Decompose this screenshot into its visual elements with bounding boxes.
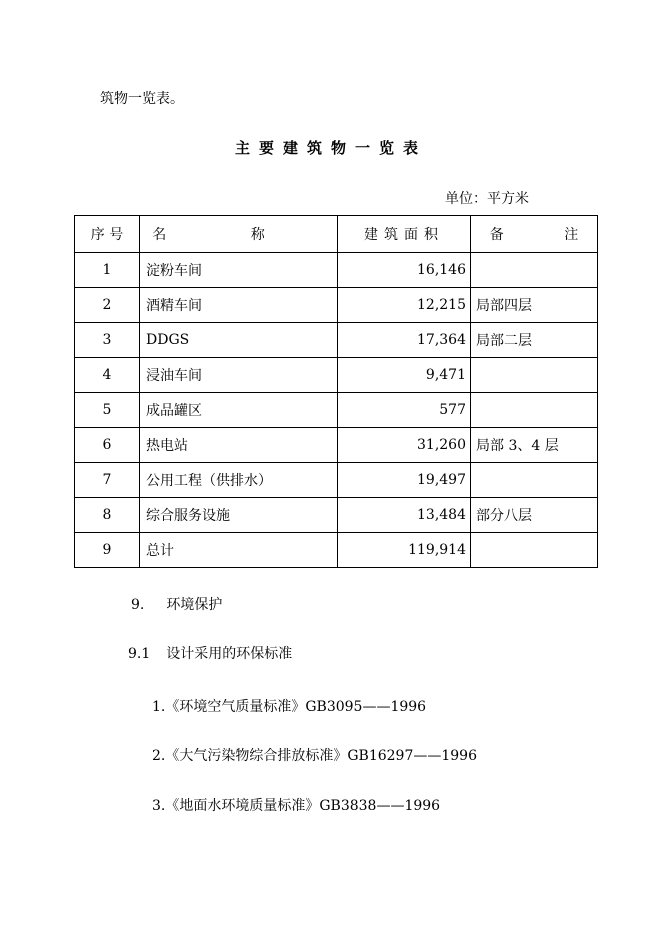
row-name: 淀粉车间 [140,253,338,288]
row-note [471,463,598,498]
standard-item: 2.《大气污染物综合排放标准》GB16297——1996 [152,748,477,764]
row-area: 119,914 [338,533,471,568]
table-row [75,498,598,533]
standard-item: 3.《地面水环境质量标准》GB3838——1996 [152,798,441,814]
row-name: 总计 [140,533,338,568]
row-name: 公用工程（供排水） [140,463,338,498]
header-name-text: 名 称 [152,227,305,243]
standard-item: 1.《环境空气质量标准》GB3095——1996 [152,699,427,715]
row-area: 577 [338,393,471,428]
table-row [75,288,598,323]
header-note-text: 备 注 [489,227,607,243]
table-row [75,428,598,463]
section-9-heading [131,594,222,614]
table-row [75,358,598,393]
row-note: 部分八层 [471,498,598,533]
row-no: 4 [75,358,140,393]
row-no: 8 [75,498,140,533]
table-row [75,533,598,568]
row-name: 热电站 [140,428,338,463]
row-no: 7 [75,463,140,498]
section-9-1-title: 设计采用的环保标准 [166,646,293,662]
row-name: 成品罐区 [140,393,338,428]
table-row [75,393,598,428]
header-area [338,216,471,253]
section-9-number: 9. [131,597,145,613]
row-area: 19,497 [338,463,471,498]
row-note: 局部四层 [471,288,598,323]
header-note [471,216,607,253]
row-name: 酒精车间 [140,288,338,323]
row-name: DDGS [140,323,338,358]
table-row [75,253,598,288]
unit-label: 单位：平方米 [445,191,529,207]
table-row [75,463,598,498]
section-9-1-heading [128,643,292,663]
intro-text: 筑物一览表。 [100,91,184,107]
row-note [471,393,598,428]
row-no: 5 [75,393,140,428]
section-9-1-number: 9.1 [128,646,151,662]
row-no: 6 [75,428,140,463]
row-no: 3 [75,323,140,358]
row-note [471,253,598,288]
row-no: 2 [75,288,140,323]
row-name: 综合服务设施 [140,498,338,533]
row-name: 浸油车间 [140,358,338,393]
section-9-title: 环境保护 [166,597,223,613]
row-area: 17,364 [338,323,471,358]
header-no: 序 号 [75,216,140,253]
row-area: 16,146 [338,253,471,288]
row-area: 9,471 [338,358,471,393]
header-name [140,216,338,253]
row-no: 9 [75,533,140,568]
row-area: 12,215 [338,288,471,323]
table-header-row [75,216,598,253]
row-note [471,533,598,568]
buildings-table [74,215,607,568]
row-note: 局部 3、4 层 [471,428,598,463]
row-area: 31,260 [338,428,471,463]
table-title: 主要建筑物一览表 [234,139,427,157]
row-note: 局部二层 [471,323,598,358]
header-area-text: 建筑面积 [364,227,444,243]
table-row [75,323,598,358]
row-note [471,358,598,393]
row-area: 13,484 [338,498,471,533]
row-no: 1 [75,253,140,288]
